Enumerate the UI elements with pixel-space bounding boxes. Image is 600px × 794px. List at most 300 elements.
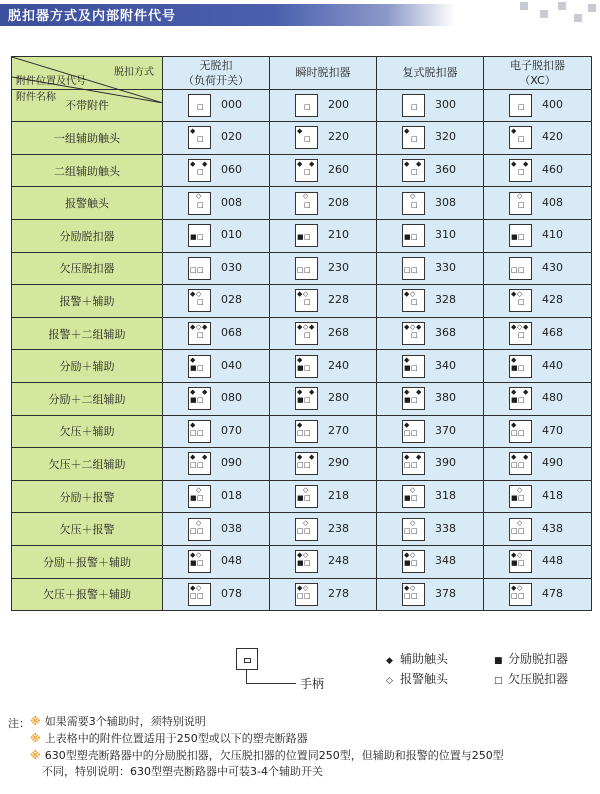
legend-shunt (494, 650, 568, 667)
accessory-code: 230 (328, 260, 349, 274)
accessory-code: 430 (542, 260, 563, 274)
position-diagram (509, 224, 532, 247)
handle-slot-icon: □ (518, 591, 525, 600)
position-diagram (402, 322, 425, 345)
undervoltage-release-icon: □ (511, 428, 518, 437)
code-cell (377, 350, 484, 383)
alarm-contact-icon: ◇ (517, 191, 523, 200)
shunt-release-icon: ■ (297, 396, 304, 405)
table-row (12, 480, 592, 513)
corner-trip-mode-label: 脱扣方式 (114, 67, 154, 78)
position-diagram (295, 126, 318, 149)
accessory-code: 380 (435, 391, 456, 405)
position-diagram (295, 192, 318, 215)
accessory-code: 348 (435, 554, 456, 568)
column-header-line1: 电子脱扣器 (510, 58, 565, 72)
handle-slot-icon: □ (518, 461, 525, 470)
accessory-code: 440 (542, 358, 563, 372)
undervoltage-release-icon: □ (190, 265, 197, 274)
handle-slot-icon: □ (304, 526, 311, 535)
handle-slot-icon: □ (411, 200, 418, 209)
aux-contact-icon: ◆ (297, 127, 303, 136)
accessory-code: 420 (542, 130, 563, 144)
code-cell (484, 252, 592, 285)
accessory-code: 260 (328, 163, 349, 177)
position-diagram (188, 355, 211, 378)
decor-square (574, 14, 582, 22)
position-diagram (188, 518, 211, 541)
header-row (12, 57, 592, 90)
aux-contact-icon: ◆ (404, 388, 410, 397)
legend-under (494, 670, 568, 687)
code-cell (377, 154, 484, 187)
alarm-contact-icon: ◇ (517, 583, 523, 592)
code-cell (484, 480, 592, 513)
code-cell (163, 480, 270, 513)
position-diagram (402, 192, 425, 215)
accessory-name: 欠压＋二组辅助 (12, 448, 163, 481)
position-diagram (402, 550, 425, 573)
accessory-code: 008 (221, 195, 242, 209)
handle-slot-icon: □ (197, 396, 204, 405)
position-diagram (295, 452, 318, 475)
code-cell (270, 513, 377, 546)
handle-slot-icon: □ (197, 461, 204, 470)
accessory-code: 390 (435, 456, 456, 470)
code-cell (484, 122, 592, 155)
code-cell (163, 187, 270, 220)
handle-slot-icon: □ (411, 526, 418, 535)
handle-slot-icon: □ (197, 363, 204, 372)
handle-slot-icon: □ (411, 363, 418, 372)
accessory-code: 320 (435, 130, 456, 144)
aux-contact-icon: ◆ (190, 323, 196, 332)
aux-contact-icon: ◆ (511, 420, 517, 429)
alarm-contact-icon: ◇ (303, 323, 309, 332)
position-diagram (188, 289, 211, 312)
code-cell (163, 219, 270, 252)
code-cell (270, 219, 377, 252)
handle-label: 手柄 (300, 677, 325, 691)
aux-contact-icon: ◆ (523, 388, 529, 397)
accessory-code: 028 (221, 293, 242, 307)
aux-contact-icon: ◆ (297, 355, 303, 364)
handle-slot-icon: □ (304, 233, 311, 242)
note-item (30, 749, 504, 763)
alarm-contact-icon: ◇ (410, 518, 416, 527)
position-diagram (188, 94, 211, 117)
code-cell (163, 154, 270, 187)
code-cell (270, 187, 377, 220)
handle-slot-icon: □ (304, 135, 311, 144)
accessory-code-table (11, 56, 592, 611)
alarm-contact-icon: ◇ (303, 191, 309, 200)
accessory-code: 400 (542, 97, 563, 111)
accessory-code: 438 (542, 521, 563, 535)
code-cell (484, 154, 592, 187)
shunt-release-icon: ■ (404, 396, 411, 405)
code-cell (163, 317, 270, 350)
position-diagram (295, 159, 318, 182)
handle-slot-icon: □ (518, 396, 525, 405)
position-diagram (295, 583, 318, 606)
aux-contact-icon: ◆ (404, 551, 410, 560)
aux-contact-icon: ◆ (404, 290, 410, 299)
aux-contact-icon: ◆ (416, 323, 422, 332)
code-cell (377, 448, 484, 481)
table-row (12, 285, 592, 318)
handle-slot-icon: □ (197, 298, 204, 307)
undervoltage-release-icon: □ (511, 591, 518, 600)
position-diagram (509, 257, 532, 280)
alarm-contact-icon: ◇ (410, 191, 416, 200)
handle-slot-icon: □ (197, 591, 204, 600)
undervoltage-release-icon: □ (511, 526, 518, 535)
aux-contact-icon: ◆ (511, 583, 517, 592)
decor-square (558, 2, 566, 10)
handle-slot-icon: □ (411, 233, 418, 242)
alarm-contact-icon: ◇ (196, 551, 202, 560)
handle-slot-icon: □ (518, 233, 525, 242)
accessory-name: 一组辅助触头 (12, 122, 163, 155)
aux-contact-icon: ◆ (404, 453, 410, 462)
alarm-contact-icon: ◇ (303, 290, 309, 299)
position-diagram (295, 355, 318, 378)
aux-contact-icon: ◆ (404, 355, 410, 364)
shunt-release-icon: ■ (511, 559, 518, 568)
accessory-name: 分励＋报警＋辅助 (12, 545, 163, 578)
code-cell (270, 415, 377, 448)
table-row (12, 382, 592, 415)
undervoltage-release-icon: □ (494, 676, 503, 686)
note-item (30, 715, 206, 729)
position-diagram (402, 257, 425, 280)
position-diagram (402, 355, 425, 378)
legend-aux-label: 辅助触头 (400, 652, 449, 666)
undervoltage-release-icon: □ (297, 461, 304, 470)
position-diagram (402, 224, 425, 247)
code-cell (163, 513, 270, 546)
code-cell (484, 285, 592, 318)
code-cell (377, 578, 484, 611)
position-diagram (188, 420, 211, 443)
code-cell (484, 448, 592, 481)
code-cell (270, 285, 377, 318)
handle-slot-icon: □ (197, 559, 204, 568)
accessory-code: 060 (221, 163, 242, 177)
code-cell (270, 154, 377, 187)
position-diagram (509, 289, 532, 312)
accessory-code: 218 (328, 489, 349, 503)
alarm-contact-icon: ◇ (410, 551, 416, 560)
column-header (484, 57, 592, 90)
accessory-name: 欠压＋辅助 (12, 415, 163, 448)
handle-slot-icon: □ (411, 298, 418, 307)
code-cell (270, 578, 377, 611)
accessory-code: 360 (435, 163, 456, 177)
position-diagram (402, 159, 425, 182)
accessory-code: 448 (542, 554, 563, 568)
shunt-release-icon: ■ (190, 559, 197, 568)
shunt-release-icon: ■ (297, 363, 304, 372)
shunt-release-icon: ■ (297, 233, 304, 242)
position-diagram (188, 192, 211, 215)
aux-contact-icon: ◆ (523, 453, 529, 462)
column-header (377, 57, 484, 90)
handle-slot-icon: □ (197, 135, 204, 144)
position-diagram (295, 257, 318, 280)
handle-slot-icon: □ (304, 494, 311, 503)
accessory-name: 欠压脱扣器 (12, 252, 163, 285)
aux-contact-icon: ◆ (309, 323, 315, 332)
handle-slot-icon: □ (197, 168, 204, 177)
code-cell (377, 219, 484, 252)
handle-slot-icon: □ (518, 363, 525, 372)
code-cell (484, 545, 592, 578)
aux-contact-icon: ◆ (202, 453, 208, 462)
accessory-code: 078 (221, 586, 242, 600)
accessory-code: 018 (221, 489, 242, 503)
undervoltage-release-icon: □ (190, 526, 197, 535)
aux-contact-icon: ◆ (404, 323, 410, 332)
table-row (12, 350, 592, 383)
position-diagram (509, 322, 532, 345)
handle-leader-line (246, 683, 296, 684)
shunt-release-icon: ■ (404, 233, 411, 242)
accessory-code: 020 (221, 130, 242, 144)
aux-contact-icon: ◆ (297, 160, 303, 169)
aux-contact-icon: ◆ (511, 388, 517, 397)
alarm-contact-icon: ◇ (196, 290, 202, 299)
handle-slot-icon: □ (411, 396, 418, 405)
position-diagram (402, 289, 425, 312)
code-cell (484, 187, 592, 220)
accessory-code: 308 (435, 195, 456, 209)
accessory-code: 280 (328, 391, 349, 405)
code-cell (484, 219, 592, 252)
note-star-icon: ※ (30, 732, 41, 745)
aux-contact-icon: ◆ (309, 160, 315, 169)
position-diagram (188, 224, 211, 247)
accessory-code: 490 (542, 456, 563, 470)
aux-contact-icon: ◆ (297, 388, 303, 397)
position-diagram (402, 452, 425, 475)
column-header-line1: 复式脱扣器 (402, 66, 458, 80)
accessory-code: 200 (328, 97, 349, 111)
alarm-contact-icon: ◇ (517, 290, 523, 299)
handle-slot-icon: □ (518, 526, 525, 535)
alarm-contact-icon: ◇ (196, 191, 202, 200)
legend-aux (386, 650, 448, 667)
position-diagram (295, 224, 318, 247)
accessory-code: 368 (435, 326, 456, 340)
legend-alarm-label: 报警触头 (400, 672, 449, 686)
aux-contact-icon: ◆ (309, 388, 315, 397)
column-header-line1: 瞬时脱扣器 (295, 66, 351, 80)
code-cell (163, 415, 270, 448)
position-diagram (295, 550, 318, 573)
code-cell (270, 382, 377, 415)
position-diagram (188, 387, 211, 410)
accessory-name: 报警＋辅助 (12, 285, 163, 318)
code-cell (163, 448, 270, 481)
shunt-release-icon: ■ (511, 396, 518, 405)
alarm-contact-icon: ◇ (303, 486, 309, 495)
aux-contact-icon: ◆ (297, 420, 303, 429)
accessory-code: 338 (435, 521, 456, 535)
aux-contact-icon: ◆ (511, 453, 517, 462)
aux-contact-icon: ◆ (416, 388, 422, 397)
code-cell (163, 89, 270, 122)
code-cell (377, 252, 484, 285)
undervoltage-release-icon: □ (190, 461, 197, 470)
handle-slot-icon: □ (304, 363, 311, 372)
undervoltage-release-icon: □ (511, 461, 518, 470)
code-cell (270, 448, 377, 481)
position-diagram (295, 485, 318, 508)
code-cell (484, 89, 592, 122)
note-star-icon: ※ (30, 715, 41, 728)
shunt-release-icon: ■ (404, 494, 411, 503)
undervoltage-release-icon: □ (297, 526, 304, 535)
position-diagram (509, 452, 532, 475)
handle-slot-icon: □ (304, 559, 311, 568)
column-header-line2: （XC） (519, 73, 556, 87)
position-diagram (295, 94, 318, 117)
alarm-contact-icon: ◇ (517, 518, 523, 527)
code-cell (163, 350, 270, 383)
alarm-contact-icon: ◇ (303, 583, 309, 592)
handle-slot-icon: □ (304, 331, 311, 340)
code-cell (377, 545, 484, 578)
accessory-code: 090 (221, 456, 242, 470)
aux-contact-icon: ◆ (190, 551, 196, 560)
accessory-code: 068 (221, 326, 242, 340)
aux-contact-icon: ◆ (416, 160, 422, 169)
alarm-contact-icon: ◇ (303, 518, 309, 527)
alarm-contact-icon: ◇ (410, 323, 416, 332)
table-row (12, 513, 592, 546)
undervoltage-release-icon: □ (404, 428, 411, 437)
accessory-code: 240 (328, 358, 349, 372)
alarm-contact-icon: ◇ (410, 290, 416, 299)
column-header (270, 57, 377, 90)
accessory-name: 不带附件 (12, 89, 163, 122)
undervoltage-release-icon: □ (404, 526, 411, 535)
position-diagram (509, 126, 532, 149)
notes-label: 注： (8, 717, 30, 730)
shunt-release-icon: ■ (297, 559, 304, 568)
position-diagram (509, 583, 532, 606)
code-cell (377, 480, 484, 513)
aux-contact-icon: ◆ (202, 323, 208, 332)
aux-contact-icon: ◆ (190, 290, 196, 299)
handle-slot-icon: □ (411, 591, 418, 600)
aux-contact-icon: ◆ (404, 160, 410, 169)
handle-slot-icon: □ (197, 200, 204, 209)
accessory-code: 070 (221, 423, 242, 437)
accessory-code: 238 (328, 521, 349, 535)
handle-slot (244, 658, 251, 663)
accessory-code: 208 (328, 195, 349, 209)
position-diagram (188, 257, 211, 280)
accessory-code: 080 (221, 391, 242, 405)
undervoltage-release-icon: □ (190, 591, 197, 600)
position-diagram (188, 452, 211, 475)
legend-under-label: 欠压脱扣器 (508, 672, 569, 686)
accessory-code: 370 (435, 423, 456, 437)
handle-slot-icon: □ (197, 494, 204, 503)
decor-square (520, 2, 528, 10)
undervoltage-release-icon: □ (297, 428, 304, 437)
aux-contact-icon: ◆ (297, 551, 303, 560)
accessory-code: 220 (328, 130, 349, 144)
code-cell (270, 480, 377, 513)
note-text: 上表格中的附件位置适用于250型或以下的塑壳断路器 (44, 732, 308, 745)
handle-slot-icon: □ (304, 396, 311, 405)
alarm-contact-icon: ◇ (517, 486, 523, 495)
handle-slot-icon: □ (518, 102, 525, 111)
accessory-name: 欠压＋报警 (12, 513, 163, 546)
legend-shunt-label: 分励脱扣器 (508, 652, 569, 666)
note-text: 630型塑壳断路器中的分励脱扣器，欠压脱扣器的位置同250型，但辅助和报警的位置与250型 (44, 749, 504, 762)
shunt-release-icon: ■ (190, 396, 197, 405)
corner-position-label: 附件位置及代号 (16, 76, 86, 87)
code-cell (377, 317, 484, 350)
position-diagram (402, 420, 425, 443)
column-header-line1: 无脱扣 (199, 58, 233, 72)
shunt-release-icon: ■ (190, 233, 197, 242)
legend-alarm (386, 670, 448, 687)
accessory-name: 分励＋辅助 (12, 350, 163, 383)
aux-contact-icon: ◆ (297, 453, 303, 462)
handle-slot-icon: □ (304, 168, 311, 177)
handle-slot-icon: □ (304, 461, 311, 470)
header-corner (12, 57, 163, 103)
position-diagram (509, 518, 532, 541)
accessory-code: 000 (221, 97, 242, 111)
handle-slot-icon: □ (518, 168, 525, 177)
alarm-contact-icon: ◇ (386, 676, 393, 686)
accessory-code: 270 (328, 423, 349, 437)
handle-slot-icon: □ (518, 494, 525, 503)
code-cell (163, 252, 270, 285)
code-cell (270, 122, 377, 155)
table-row (12, 252, 592, 285)
handle-slot-icon: □ (411, 559, 418, 568)
handle-slot-icon: □ (518, 200, 525, 209)
accessory-name: 二组辅助触头 (12, 154, 163, 187)
aux-contact-icon: ◆ (190, 127, 196, 136)
undervoltage-release-icon: □ (190, 428, 197, 437)
shunt-release-icon: ■ (511, 233, 518, 242)
table-row (12, 219, 592, 252)
code-cell (484, 578, 592, 611)
position-diagram (188, 550, 211, 573)
note-item (42, 765, 323, 779)
aux-contact-icon: ◆ (297, 290, 303, 299)
alarm-contact-icon: ◇ (196, 583, 202, 592)
accessory-code: 290 (328, 456, 349, 470)
accessory-code: 310 (435, 228, 456, 242)
handle-slot-icon: □ (304, 200, 311, 209)
title-banner (0, 0, 600, 30)
code-cell (163, 545, 270, 578)
position-diagram (295, 518, 318, 541)
aux-contact-icon: ◆ (404, 583, 410, 592)
table-row (12, 154, 592, 187)
alarm-contact-icon: ◇ (410, 583, 416, 592)
